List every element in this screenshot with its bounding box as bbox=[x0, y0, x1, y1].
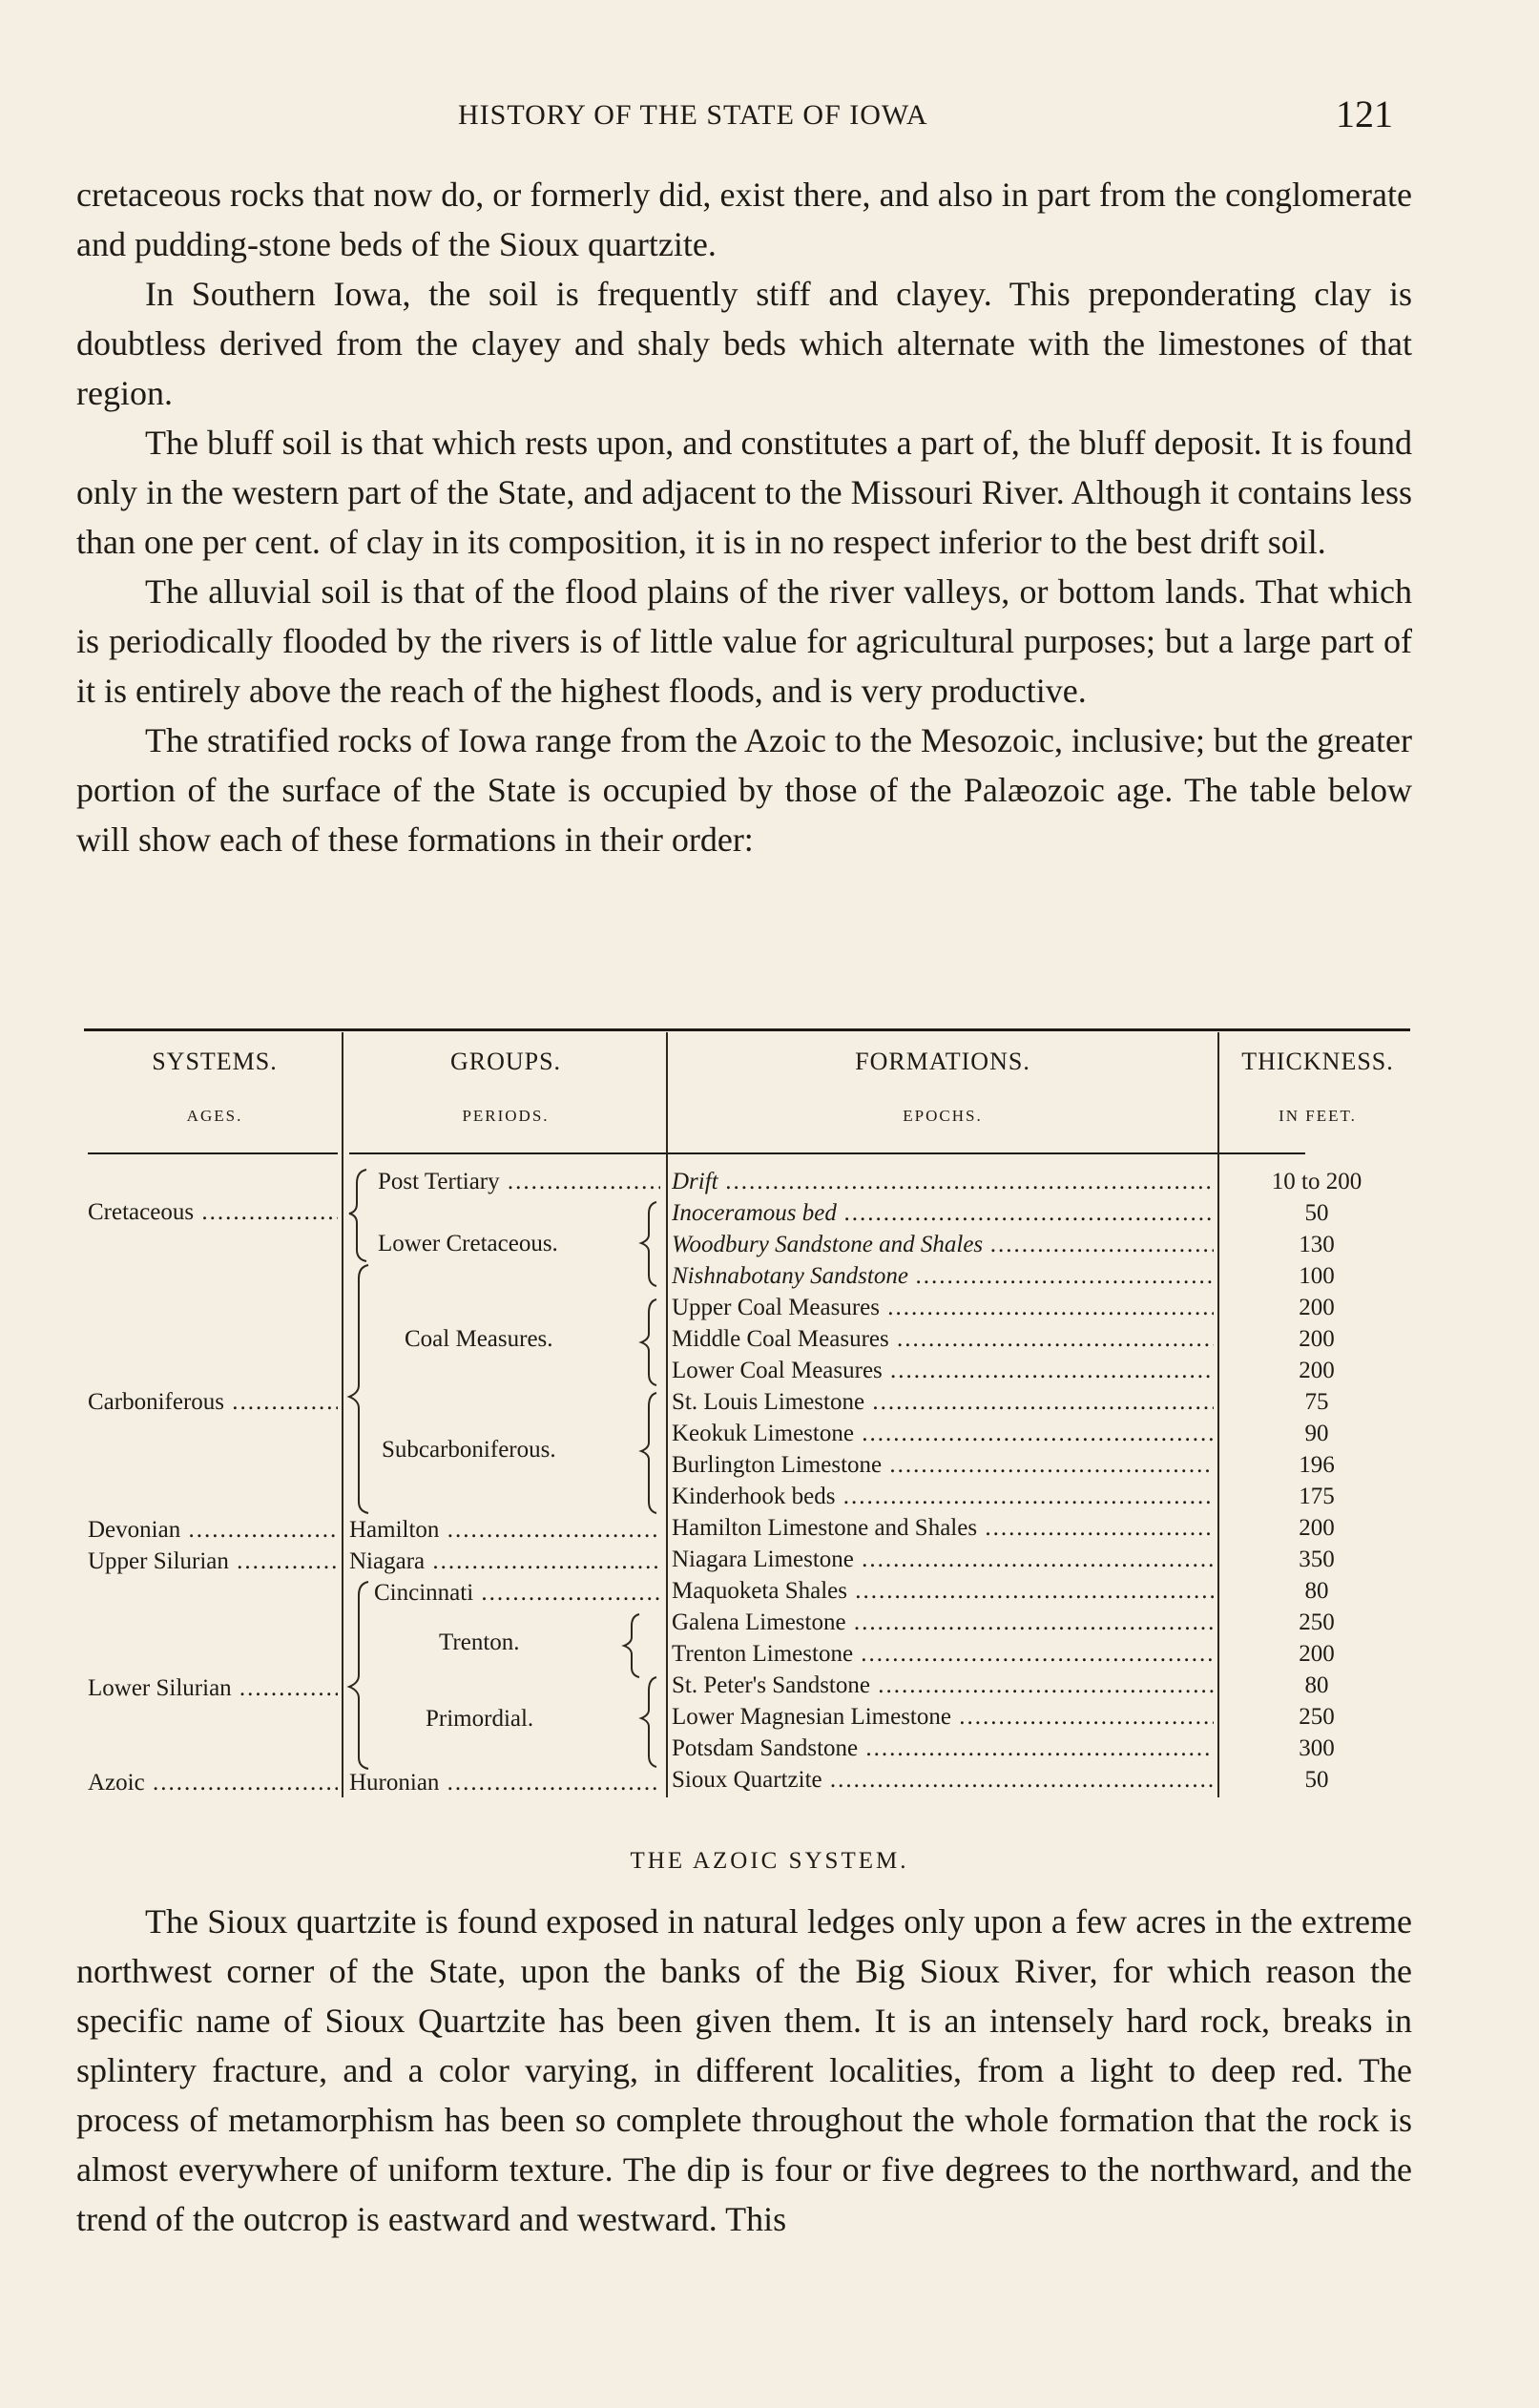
formation-name: Sioux Quartzite ..... bbox=[672, 1765, 1214, 1796]
header-epochs: EPOCHS. bbox=[903, 1107, 983, 1125]
brace-lower-silurian bbox=[349, 1582, 368, 1769]
section-heading: THE AZOIC SYSTEM. bbox=[630, 1848, 909, 1874]
formation-thickness: 196 bbox=[1299, 1452, 1335, 1478]
group-subcarboniferous: Subcarboniferous. bbox=[382, 1437, 556, 1463]
paragraph: The Sioux quartzite is found exposed in natural ledges only upon a few acres in the extreme northwest corner of the State, upon the banks of the Big Sioux River, for which reason the specific name of Sioux Quartzite has been given them. It is an intensely hard rock, breaks in splintery fracture, and a color varying, in different localities, from a light to deep red. The process of metamorphism has been so complete throughout the whole formation that the rock is almost everywhere of uniform texture. The dip is four or five degrees to the northward, and the trend of the outcrop is eastward and westward. This bbox=[76, 1902, 1412, 2238]
bottom-text bbox=[76, 1897, 1412, 2244]
header-ages: AGES. bbox=[186, 1107, 243, 1125]
header-formations: FORMATIONS. bbox=[855, 1048, 1030, 1075]
group-huronian: Huronian ..... bbox=[349, 1768, 660, 1798]
header-systems: SYSTEMS. bbox=[152, 1048, 278, 1075]
brace-carboniferous bbox=[349, 1265, 368, 1513]
group-post-tertiary: Post Tertiary ..... bbox=[378, 1167, 660, 1197]
formation-thickness: 200 bbox=[1299, 1358, 1335, 1383]
page-number: 121 bbox=[1336, 93, 1393, 135]
formation-name: St. Louis Limestone ..... bbox=[672, 1387, 1214, 1418]
formation-thickness: 200 bbox=[1299, 1515, 1335, 1541]
formation-thickness: 50 bbox=[1304, 1767, 1329, 1793]
formation-name: Kinderhook beds ..... bbox=[672, 1482, 1214, 1512]
system-devonian: Devonian ..... bbox=[88, 1515, 338, 1546]
header-thickness: THICKNESS. bbox=[1241, 1048, 1394, 1075]
system-azoic: Azoic ..... bbox=[88, 1768, 338, 1798]
brace-primordial bbox=[641, 1677, 656, 1767]
formation-name: Inoceramous bed ..... bbox=[672, 1198, 1214, 1229]
formation-name: Lower Coal Measures ..... bbox=[672, 1356, 1214, 1386]
formation-name: Galena Limestone ..... bbox=[672, 1608, 1214, 1638]
header-in-feet: IN FEET. bbox=[1279, 1107, 1357, 1125]
formation-name: Trenton Limestone ..... bbox=[672, 1639, 1214, 1670]
formation-name: Keokuk Limestone ..... bbox=[672, 1419, 1214, 1449]
formation-thickness: 130 bbox=[1299, 1232, 1335, 1257]
formation-thickness: 250 bbox=[1299, 1704, 1335, 1730]
formation-name: Middle Coal Measures ..... bbox=[672, 1324, 1214, 1355]
formation-name: Niagara Limestone ..... bbox=[672, 1545, 1214, 1575]
formation-name: Nishnabotany Sandstone ..... bbox=[672, 1261, 1214, 1292]
group-hamilton: Hamilton ..... bbox=[349, 1515, 660, 1546]
formation-thickness: 90 bbox=[1304, 1421, 1329, 1446]
formation-thickness: 75 bbox=[1304, 1389, 1329, 1415]
formation-name: Drift ..... bbox=[672, 1167, 1214, 1197]
brace-trenton bbox=[624, 1614, 639, 1677]
paragraph: The alluvial soil is that of the flood plains of the river valleys, or bottom lands. That which is periodically flooded by the rivers is of little value for agricultural purposes; but a large part of it is entirely above the reach of the highest floods, and is very productive. bbox=[76, 572, 1412, 710]
formation-thickness: 80 bbox=[1304, 1672, 1329, 1698]
formation-thickness: 300 bbox=[1299, 1735, 1335, 1761]
brace-cretaceous bbox=[349, 1170, 366, 1261]
formation-name: Potsdam Sandstone ..... bbox=[672, 1733, 1214, 1764]
formation-thickness: 80 bbox=[1304, 1578, 1329, 1604]
paragraph: In Southern Iowa, the soil is frequently stiff and clayey. This preponderating clay is doubtless derived from the clayey and shaly beds which alternate with the limestones of that region. bbox=[76, 275, 1412, 412]
formation-thickness: 200 bbox=[1299, 1295, 1335, 1320]
formation-name: Hamilton Limestone and Shales ..... bbox=[672, 1513, 1214, 1544]
header-groups: GROUPS. bbox=[449, 1048, 562, 1075]
group-niagara: Niagara ..... bbox=[349, 1547, 660, 1577]
system-cretaceous: Cretaceous ..... bbox=[88, 1197, 338, 1228]
paragraph: The stratified rocks of Iowa range from the Azoic to the Mesozoic, inclusive; but the greater portion of the surface of the State is occupied by those of the Palæozoic age. The table below will show each of these formations in their order: bbox=[76, 721, 1412, 859]
formation-thickness: 50 bbox=[1304, 1200, 1329, 1226]
formation-name: Burlington Limestone ..... bbox=[672, 1450, 1214, 1481]
formation-name: Lower Magnesian Limestone ..... bbox=[672, 1702, 1214, 1733]
group-primordial: Primordial. bbox=[426, 1706, 534, 1732]
group-lower-cretaceous: Lower Cretaceous. bbox=[378, 1231, 558, 1256]
formation-name: Woodbury Sandstone and Shales ..... bbox=[672, 1230, 1214, 1260]
running-title: HISTORY OF THE STATE OF IOWA bbox=[458, 99, 928, 131]
brace-coal-measures bbox=[641, 1299, 656, 1385]
formation-name: Upper Coal Measures ..... bbox=[672, 1293, 1214, 1323]
formation-thickness: 200 bbox=[1299, 1326, 1335, 1352]
formation-thickness: 10 to 200 bbox=[1271, 1169, 1362, 1194]
formation-thickness: 250 bbox=[1299, 1609, 1335, 1635]
formation-thickness: 350 bbox=[1299, 1547, 1335, 1572]
group-trenton: Trenton. bbox=[439, 1630, 520, 1655]
brace-lower-cretaceous bbox=[641, 1202, 656, 1286]
brace-subcarboniferous bbox=[641, 1393, 656, 1513]
formation-thickness: 200 bbox=[1299, 1641, 1335, 1667]
group-coal-measures: Coal Measures. bbox=[405, 1326, 553, 1352]
formation-thickness: 175 bbox=[1299, 1484, 1335, 1509]
paragraph: The bluff soil is that which rests upon, and constitutes a part of, the bluff deposit. It is found only in the western part of the State, and adjacent to the Missouri River. Although it contains less than one per cent. of clay in its composition, it is in no respect inferior to the best drift soil. bbox=[76, 424, 1412, 561]
paragraph: cretaceous rocks that now do, or formerly did, exist there, and also in part from the conglomerate and pudding-stone beds of the Sioux quartzite. bbox=[76, 176, 1412, 263]
system-lower-silurian: Lower Silurian ..... bbox=[88, 1673, 338, 1704]
header-periods: PERIODS. bbox=[462, 1107, 550, 1125]
formation-name: Maquoketa Shales ..... bbox=[672, 1576, 1214, 1607]
formation-name: St. Peter's Sandstone ..... bbox=[672, 1671, 1214, 1701]
system-carboniferous: Carboniferous ..... bbox=[88, 1387, 338, 1418]
system-upper-silurian: Upper Silurian ..... bbox=[88, 1547, 338, 1577]
group-cincinnati: Cincinnati ..... bbox=[374, 1578, 660, 1609]
formation-thickness: 100 bbox=[1299, 1263, 1335, 1289]
